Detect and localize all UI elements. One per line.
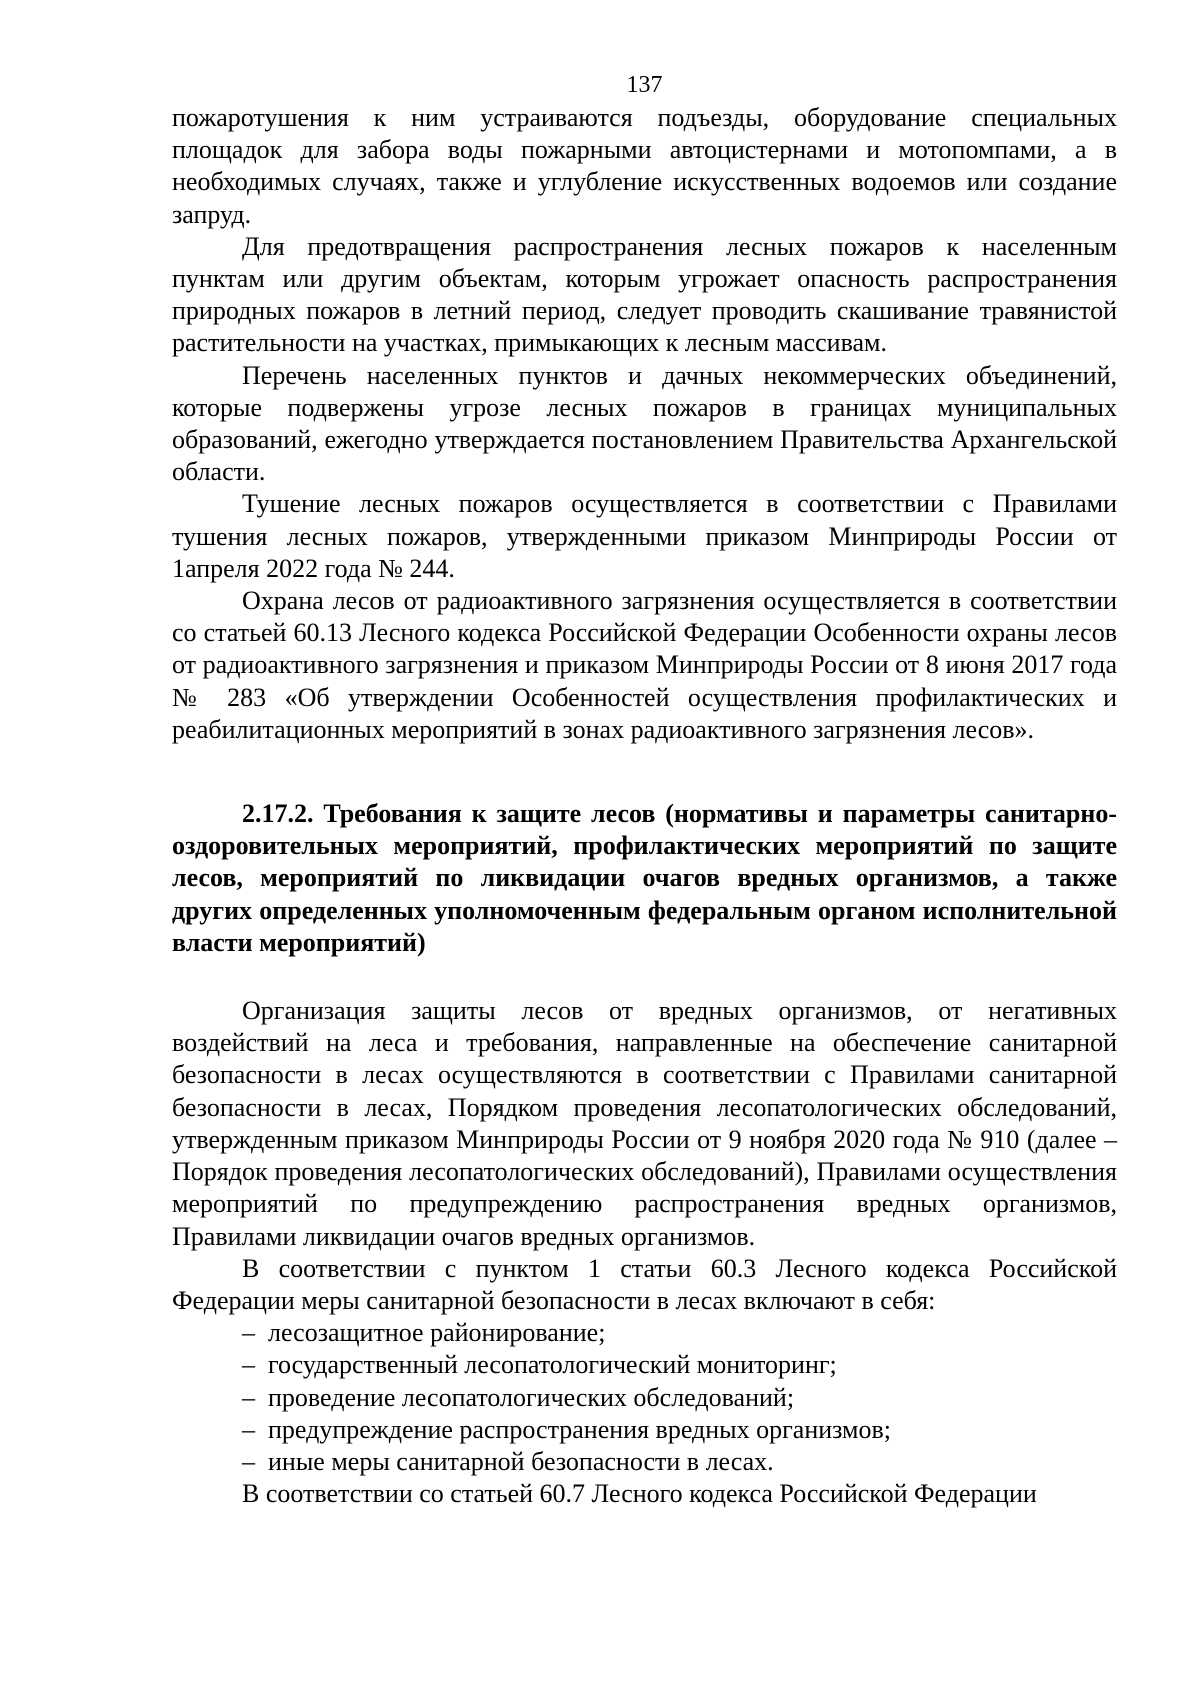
paragraph-fire-access: пожаротушения к ним устраиваются подъезды, оборудование специальных площадок для забора воды пожарными автоцистернами и мотопомпами, а в необходимых случаях, также и углубление искусственных водоемов или создание запруд. (172, 103, 1117, 229)
list-dash: – (242, 1446, 255, 1476)
section-body (172, 995, 1117, 1510)
paragraph-radioactive-protection: Охрана лесов от радиоактивного загрязнения осуществляется в соответствии со статьей 60.13 Лесного кодекса Российской Федерации Особенности охраны лесов от радиоактивного загрязнения и приказом Минприроды России от 8 июня 2017 года № 283 «Об утверждении Особенностей осуществления профилактических и реабилитационных мероприятий в зонах радиоактивного загрязнения лесов». (172, 586, 1117, 744)
paragraph-forest-protection: Организация защиты лесов от вредных организмов, от негативных воздействий на леса и требования, направленные на обеспечение санитарной безопасности в лесах осуществляются в соответствии с Правилами санитарной безопасности в лесах, Порядком проведения лесопатологических обследований, утвержденным приказом Минприроды России от 9 ноября 2020 года № 910 (далее – Порядок проведения лесопатологических обследований), Правилами осуществления мероприятий по предупреждению распространения вредных организмов, Правилами ликвидации очагов вредных организмов. (172, 996, 1117, 1251)
list-item: – предупреждение распространения вредных организмов; (242, 1414, 1117, 1446)
paragraph-fire-prevention: Для предотвращения распространения лесных пожаров к населенным пунктам или другим объектам, которым угрожает опасность распространения природных пожаров в летний период, следует проводить скашивание травянистой растительности на участках, примыкающих к лесным массивам. (172, 231, 1117, 358)
list-dash: – (242, 1414, 255, 1444)
list-dash: – (242, 1318, 255, 1348)
sanitary-measures-list (172, 1317, 1117, 1478)
paragraph-settlements-list: Перечень населенных пунктов и дачных некоммерческих объединений, которые подвержены угрозе лесных пожаров в границах муниципальных образований, ежегодно утверждается постановлением Правительства Архангельской области. (172, 360, 1117, 487)
list-item: – проведение лесопатологических обследований; (242, 1382, 1117, 1414)
paragraph-article-60-7: В соответствии со статьей 60.7 Лесного кодекса Российской Федерации (242, 1479, 1037, 1509)
list-item: – лесозащитное районирование; (242, 1317, 1117, 1349)
paragraph-sanitary-measures: В соответствии с пунктом 1 статьи 60.3 Лесного кодекса Российской Федерации меры санитарной безопасности в лесах включают в себя: (172, 1253, 1117, 1315)
list-item: – иные меры санитарной безопасности в лесах. (242, 1446, 1117, 1478)
list-item: – государственный лесопатологический мониторинг; (242, 1349, 1117, 1381)
section-heading: 2.17.2. Требования к защите лесов (нормативы и параметры санитарно-оздоровительных мероприятий, профилактических мероприятий по защите лесов, мероприятий по ликвидации очагов вредных организмов, а также других определенных уполномоченным федеральным органом исполнительной власти мероприятий) (172, 799, 1117, 957)
paragraph-fire-extinguishing: Тушение лесных пожаров осуществляется в соответствии с Правилами тушения лесных пожаров, утвержденными приказом Минприроды России от 1апреля 2022 года № 244. (172, 489, 1117, 583)
list-dash: – (242, 1382, 255, 1412)
page-number: 137 (626, 72, 663, 98)
list-dash: – (242, 1350, 255, 1380)
